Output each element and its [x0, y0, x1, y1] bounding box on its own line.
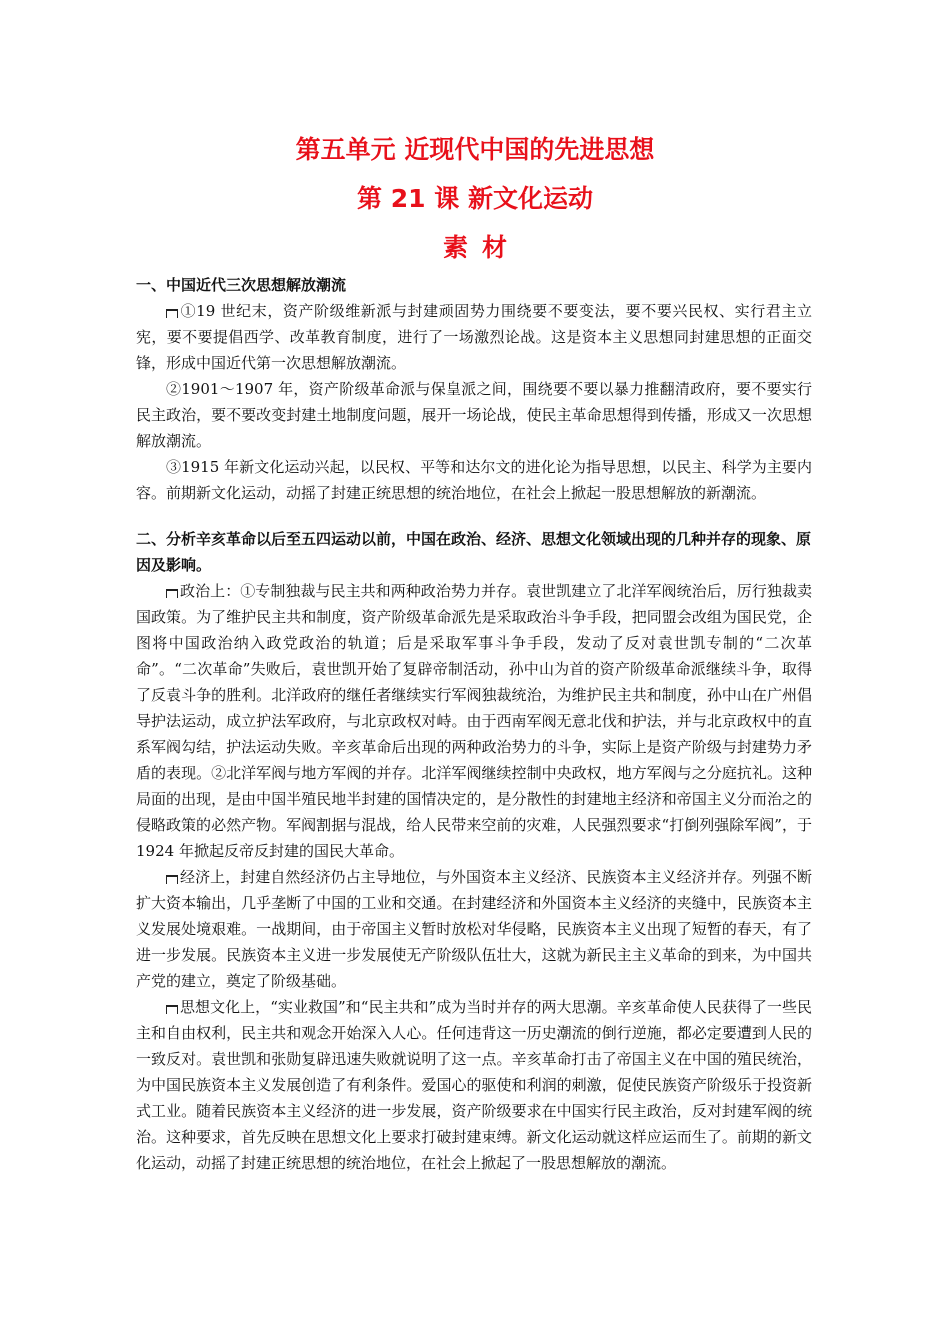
- paragraph: [136, 376, 812, 454]
- paragraph: [136, 994, 812, 1176]
- paragraph-text: ①19 世纪末，资产阶级维新派与封建顽固势力围绕要不要变法，要不要兴民权、实行君主立宪，要不要提倡西学、改革教育制度，进行了一场激烈论战。这是资本主义思想同封建思想的正面交锋，形成中国近代第一次思想解放潮流。: [136, 302, 812, 372]
- paragraph-text: ②1901～1907 年，资产阶级革命派与保皇派之间，围绕要不要以暴力推翻清政府，要不要实行民主政治，要不要改变封建土地制度问题，展开一场论战，使民主革命思想得到传播，形成又一次思想解放潮流。: [136, 380, 812, 450]
- paragraph-text: 思想文化上，“实业救国”和“民主共和”成为当时并存的两大思潮。辛亥革命使人民获得了一些民主和自由权利，民主共和观念开始深入人心。任何违背这一历史潮流的倒行逆施，都必定要遭到人民的一致反对。袁世凯和张勋复辟迅速失败就说明了这一点。辛亥革命打击了帝国主义在中国的殖民统治，为中国民族资本主义发展创造了有利条件。爱国心的驱使和利润的刺激，促使民族资产阶级乐于投资新式工业。随着民族资本主义经济的进一步发展，资产阶级要求在中国实行民主政治，反对封建军阀的统治。这种要求，首先反映在思想文化上要求打破封建束缚。新文化运动就这样应运而生了。前期的新文化运动，动摇了封建正统思想的统治地位，在社会上掀起了一股思想解放的潮流。: [136, 998, 812, 1172]
- paragraph: [136, 578, 812, 864]
- section-heading: 二、分析辛亥革命以后至五四运动以前，中国在政治、经济、思想文化领域出现的几种并存的现象、原因及影响。: [136, 530, 812, 574]
- paragraph-text: ③1915 年新文化运动兴起，以民权、平等和达尔文的进化论为指导思想，以民主、科学为主要内容。前期新文化运动，动摇了封建正统思想的统治地位，在社会上掀起一股思想解放的新潮流。: [136, 458, 812, 502]
- material-label: 素材: [442, 233, 521, 262]
- paragraph-mark-icon: [166, 589, 178, 598]
- lesson-title: 第 21 课 新文化运动: [357, 184, 593, 213]
- paragraph-mark-icon: [166, 875, 178, 884]
- paragraph: [136, 298, 812, 376]
- paragraph: [136, 864, 812, 994]
- section-heading: 一、中国近代三次思想解放潮流: [136, 276, 347, 294]
- document-body: [136, 272, 812, 1176]
- section-spacer: [136, 506, 812, 526]
- paragraph: [136, 454, 812, 506]
- unit-title: 第五单元 近现代中国的先进思想: [295, 135, 655, 164]
- paragraph-text: 政治上：①专制独裁与民主共和两种政治势力并存。袁世凯建立了北洋军阀统治后，厉行独裁卖国政策。为了维护民主共和制度，资产阶级革命派先是采取政治斗争手段，把同盟会改组为国民党，企图将中国政治纳入政党政治的轨道；后是采取军事斗争手段，发动了反对袁世凯专制的“二次革命”。“二次革命”失败后，袁世凯开始了复辟帝制活动，孙中山为首的资产阶级革命派继续斗争，取得了反袁斗争的胜利。北洋政府的继任者继续实行军阀独裁统治，为维护民主共和制度，孙中山在广州倡导护法运动，成立护法军政府，与北京政权对峙。由于西南军阀无意北伐和护法，并与北京政权中的直系军阀勾结，护法运动失败。辛亥革命后出现的两种政治势力的斗争，实际上是资产阶级与封建势力矛盾的表现。②北洋军阀与地方军阀的并存。北洋军阀继续控制中央政权，地方军阀与之分庭抗礼。这种局面的出现，是由中国半殖民地半封建的国情决定的，是分散性的封建地主经济和帝国主义分而治之的侵略政策的必然产物。军阀割据与混战，给人民带来空前的灾难，人民强烈要求“打倒列强除军阀”，于 1924 年掀起反帝反封建的国民大革命。: [136, 582, 812, 860]
- paragraph-mark-icon: [166, 309, 178, 318]
- paragraph-mark-icon: [166, 1005, 178, 1014]
- paragraph-text: 经济上，封建自然经济仍占主导地位，与外国资本主义经济、民族资本主义经济并存。列强不断扩大资本输出，几乎垄断了中国的工业和交通。在封建经济和外国资本主义经济的夹缝中，民族资本主义发展处境艰难。一战期间，由于帝国主义暂时放松对华侵略，民族资本主义出现了短暂的春天，有了进一步发展。民族资本主义进一步发展使无产阶级队伍壮大，这就为新民主主义革命的到来，为中国共产党的建立，奠定了阶级基础。: [136, 868, 812, 990]
